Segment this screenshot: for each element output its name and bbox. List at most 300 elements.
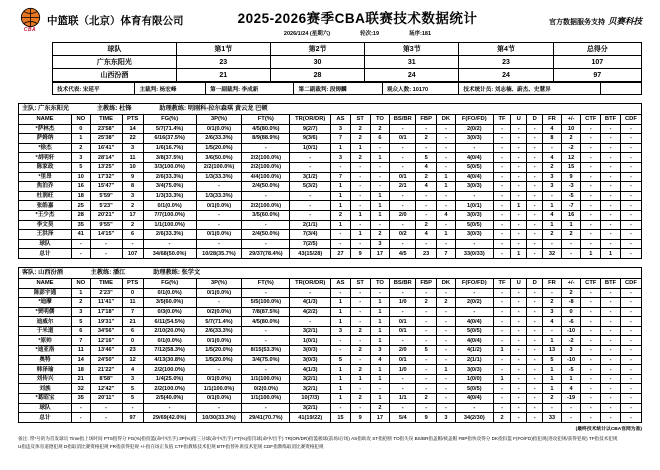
cell: 2 [72, 143, 91, 153]
cell: 4 [122, 365, 143, 375]
cell: 2 [122, 201, 143, 211]
cell: - [122, 239, 143, 249]
cell: - [493, 317, 510, 327]
cell: 7(3/4) [290, 230, 331, 240]
cell: - [620, 239, 641, 249]
cell: - [601, 365, 621, 375]
cell: TO [370, 115, 390, 125]
cell: - [581, 336, 601, 346]
cell: 2 [437, 298, 456, 308]
cell: 23 [416, 249, 437, 259]
cell: 2 [416, 394, 437, 404]
cell: - [390, 153, 416, 163]
cell: 2 [350, 134, 370, 144]
cell: - [390, 220, 416, 230]
table-row [19, 298, 642, 308]
cell: 31 [365, 56, 459, 69]
cell: - [527, 365, 543, 375]
header-center [233, 7, 482, 37]
table-row [53, 69, 642, 82]
cell: *徐杰 [19, 143, 72, 153]
cell: - [493, 355, 510, 365]
sponsor-brand: 贝赛科技 [607, 16, 642, 26]
cell: 25 [72, 201, 91, 211]
cell: CDF [620, 115, 641, 125]
cell: 1 [601, 249, 621, 259]
cell: *贾明儒 [19, 307, 72, 317]
cell: - [620, 374, 641, 384]
cell: - [416, 124, 437, 134]
cell: 1 [331, 191, 351, 201]
cell: - [601, 307, 621, 317]
cell: 8'58" [90, 374, 122, 384]
cell: 0/1(0.0%) [196, 124, 242, 134]
cell: 第4节 [459, 43, 553, 56]
cell: - [437, 124, 456, 134]
cell: NAME [19, 278, 72, 288]
cell: - [196, 365, 242, 375]
cell: BS/BR [390, 278, 416, 288]
cell: - [581, 230, 601, 240]
cell: 2 [416, 134, 437, 144]
cell: 3/6(50.0%) [196, 153, 242, 163]
cell: 1 [331, 365, 351, 375]
cell: - [437, 307, 456, 317]
cell: 1 [581, 249, 601, 259]
cell: - [511, 326, 527, 336]
cell: - [350, 182, 370, 192]
cell: CTF [581, 278, 601, 288]
table-row [19, 220, 642, 230]
cell: 107 [553, 56, 641, 69]
cell: 0/1(0.0%) [196, 230, 242, 240]
cell: - [493, 403, 510, 413]
cell: - [620, 298, 641, 308]
cell: +/- [561, 278, 581, 288]
cell: 2/2(100.0%) [242, 153, 290, 163]
cell: 3(0/3) [455, 230, 493, 240]
company-name: 中篮联（北京）体育有限公司 [47, 14, 184, 27]
cell: 4(0/4) [455, 336, 493, 346]
cell: 2(1/1) [290, 220, 331, 230]
cell: - [620, 394, 641, 404]
table-row [19, 346, 642, 356]
cell: - [601, 134, 621, 144]
cell: 14'15" [90, 230, 122, 240]
cell: 于米道 [19, 326, 72, 336]
cell: 李文昊 [19, 220, 72, 230]
cell: 5(0/5) [455, 384, 493, 394]
away-team-label: 客队: 山西汾酒 [22, 268, 63, 276]
sponsor-label: 官方数据服务支持 [548, 19, 605, 26]
cell: 1 [493, 346, 510, 356]
cell: 第2节 [270, 43, 364, 56]
cell: 10 [561, 124, 581, 134]
cell: - [290, 191, 331, 201]
cell: 2/10(20.0%) [143, 326, 196, 336]
table-row [19, 403, 642, 413]
cell: 1 [331, 394, 351, 404]
cell: 总计 [19, 249, 72, 259]
cell: 3(0/3) [455, 182, 493, 192]
cell: 10/30(33.3%) [196, 413, 242, 423]
cell: 1 [370, 210, 390, 220]
cell: 2 [543, 162, 562, 172]
cell: 技术代表: 宋延平 [53, 83, 135, 95]
home-team-info-row [19, 104, 642, 115]
cell: 20'11" [90, 394, 122, 404]
cell: 13'46" [90, 346, 122, 356]
cell: 3/4(75.0%) [143, 182, 196, 192]
cell: - [493, 307, 510, 317]
cell: 1 [511, 201, 527, 211]
cell: - [493, 365, 510, 375]
cell: - [527, 403, 543, 413]
cell: - [437, 288, 456, 298]
cell: 27 [331, 249, 351, 259]
table-row [19, 191, 642, 201]
cell: 4(1/2) [455, 346, 493, 356]
cell: FG(%) [143, 115, 196, 125]
cell: - [72, 403, 91, 413]
cell: 0/2(0.0%) [242, 384, 290, 394]
cell: 2 [350, 394, 370, 404]
cell: - [620, 249, 641, 259]
cell: - [493, 394, 510, 404]
cell: - [511, 230, 527, 240]
cell: 41 [72, 230, 91, 240]
cell: - [620, 365, 641, 375]
cell: - [493, 124, 510, 134]
cell: 25'38" [90, 134, 122, 144]
cell: 1 [370, 326, 390, 336]
cell: - [331, 239, 351, 249]
cell: TIME [90, 278, 122, 288]
cell: - [455, 191, 493, 201]
cell: - [527, 220, 543, 230]
cell: - [370, 384, 390, 394]
cell: -8 [561, 298, 581, 308]
cell: - [493, 220, 510, 230]
cell: 5 [72, 162, 91, 172]
table-row [19, 394, 642, 404]
cell: - [581, 413, 601, 423]
cell: 2/6(33.3%) [143, 172, 196, 182]
cell: - [493, 162, 510, 172]
cell: 6 [122, 230, 143, 240]
cell: 12'16" [90, 336, 122, 346]
cell: 12 [122, 355, 143, 365]
cell: 8/9(88.9%) [242, 134, 290, 144]
cell: 3 [122, 191, 143, 201]
away-coach: 主教练: 潘江 [90, 268, 126, 276]
cell: - [581, 143, 601, 153]
cell: - [543, 239, 562, 249]
cell: 1/5(20.0%) [196, 346, 242, 356]
cell: 3 [72, 307, 91, 317]
cell: - [511, 288, 527, 298]
cell: - [601, 191, 621, 201]
cell: - [620, 162, 641, 172]
legend-line-2: U指违反体育道德犯规 D指取消比赛资格犯规 FR指获得犯规 +/-指在场正负值 CTF指教练技术犯规 BTF指替补席技术犯规 CDF指教练取消比赛资格犯规 [18, 443, 324, 449]
cell: 1 [370, 365, 390, 375]
cell: - [350, 239, 370, 249]
cell: 1(0/1) [455, 201, 493, 211]
table-row [19, 143, 642, 153]
cell: 陈家政 [19, 162, 72, 172]
cell: 19'31" [90, 317, 122, 327]
cell: 6 [370, 134, 390, 144]
cell: 1/4(25.0%) [143, 374, 196, 384]
cell: - [350, 298, 370, 308]
table-row [19, 355, 642, 365]
cell: - [511, 143, 527, 153]
cell: 21 [176, 69, 270, 82]
cell: 1 [543, 220, 562, 230]
table-row [19, 162, 642, 172]
cell: *王少杰 [19, 210, 72, 220]
cell: 总计 [19, 413, 72, 423]
cell: - [511, 220, 527, 230]
cell: FBP [416, 115, 437, 125]
cell: - [72, 413, 91, 423]
cell: - [620, 326, 641, 336]
cell: 4 [543, 317, 562, 327]
home-stats-header [19, 104, 642, 125]
home-stats-body [19, 124, 642, 258]
cell: TF [493, 115, 510, 125]
cell: *胡明轩 [19, 153, 72, 163]
cell: 1 [561, 220, 581, 230]
cell: - [437, 394, 456, 404]
cell: - [511, 413, 527, 423]
cell: - [416, 210, 437, 220]
cell: - [437, 191, 456, 201]
cell: - [601, 346, 621, 356]
cell: 5'23" [90, 201, 122, 211]
home-stats-table [18, 103, 642, 259]
cell: F(FO/FD) [455, 278, 493, 288]
cell: 9 [122, 172, 143, 182]
cell: 34(2/30) [455, 413, 493, 423]
cell: - [511, 317, 527, 327]
cell: - [242, 191, 290, 201]
cell: 34/68(50.0%) [143, 249, 196, 259]
cell: 0/1(0.0%) [143, 336, 196, 346]
cell: - [143, 403, 196, 413]
table-row [19, 317, 642, 327]
cell: 5'59" [90, 191, 122, 201]
cell: 0/1 [390, 134, 416, 144]
cell: 15 [561, 162, 581, 172]
cell: - [581, 384, 601, 394]
cell: 2/4(50.0%) [242, 182, 290, 192]
cell: 4/5(80.0%) [242, 124, 290, 134]
cell: 3P(%) [196, 115, 242, 125]
cell: - [581, 355, 601, 365]
cell: - [331, 336, 351, 346]
cell: - [543, 143, 562, 153]
cell: 14 [72, 355, 91, 365]
cell: 球队 [19, 239, 72, 249]
cell: - [196, 210, 242, 220]
cell: 9'55" [90, 220, 122, 230]
table-row [19, 413, 642, 423]
cell: 4 [416, 230, 437, 240]
cell: 7 [437, 249, 456, 259]
cell: 萨姆纳 [19, 134, 72, 144]
cell: - [437, 346, 456, 356]
cell: - [511, 307, 527, 317]
cell: 8 [543, 134, 562, 144]
cell: 29/37(78.4%) [242, 249, 290, 259]
cell: 1/3(33.3%) [196, 191, 242, 201]
cell: 3(0/3) [455, 210, 493, 220]
cell: - [437, 134, 456, 144]
cell: 5 [416, 346, 437, 356]
table-row [19, 288, 642, 298]
home-assistants: 助理教练: 明刚科-拉尔森琪 黄云龙 巴顿 [159, 105, 268, 112]
cell: 2/2(100.0%) [143, 365, 196, 375]
cell: - [416, 403, 437, 413]
cell: 奥特 [19, 355, 72, 365]
cell: 3 [543, 307, 562, 317]
cell: - [350, 317, 370, 327]
cell: - [601, 230, 621, 240]
cell: - [493, 153, 510, 163]
cell: - [331, 403, 351, 413]
cell: - [90, 403, 122, 413]
cell: - [72, 249, 91, 259]
cell: 1/3(33.3%) [196, 172, 242, 182]
cell: - [350, 191, 370, 201]
cell: 3 [72, 153, 91, 163]
cell: 4 [416, 162, 437, 172]
cell: 1 [561, 374, 581, 384]
cell: -10 [561, 355, 581, 365]
cell: 4(0/4) [455, 153, 493, 163]
cell: 1 [437, 182, 456, 192]
cell: - [390, 239, 416, 249]
cell: - [601, 413, 621, 423]
cell: - [370, 182, 390, 192]
cell: 17 [122, 210, 143, 220]
cell: 8 [122, 182, 143, 192]
cell: - [527, 307, 543, 317]
cell: 2 [350, 124, 370, 134]
cell: - [527, 191, 543, 201]
cell: - [601, 326, 621, 336]
cell: -2 [561, 143, 581, 153]
cell: 3(2/1) [290, 374, 331, 384]
cell: 1 [543, 374, 562, 384]
cell: 2/5(40.0%) [143, 394, 196, 404]
cell: 1 [370, 307, 390, 317]
cell: - [437, 143, 456, 153]
cell: - [331, 162, 351, 172]
score-section [52, 42, 642, 95]
cell: - [290, 317, 331, 327]
cell: 21 [122, 317, 143, 327]
cell: 3/5(60.0%) [143, 298, 196, 308]
cell: - [196, 220, 242, 230]
cell: - [581, 210, 601, 220]
cell: 28 [270, 69, 364, 82]
officials-table [52, 82, 642, 95]
cell: 3(0/3) [290, 355, 331, 365]
cell: - [455, 403, 493, 413]
cell: 7/8(87.5%) [242, 307, 290, 317]
header-left [18, 7, 233, 33]
cell: 1(0/1) [290, 143, 331, 153]
cell: - [511, 384, 527, 394]
cell: 3 [561, 346, 581, 356]
cell: -2 [561, 336, 581, 346]
cell: - [350, 220, 370, 230]
cell: 3 [370, 239, 390, 249]
cell: 3 [331, 153, 351, 163]
cell: 17'18" [90, 307, 122, 317]
cell: 2(0/2) [455, 124, 493, 134]
cell: 3 [543, 182, 562, 192]
cell: - [437, 317, 456, 327]
cell: 6 [72, 326, 91, 336]
cell: - [350, 336, 370, 346]
cell: - [90, 413, 122, 423]
cell: 0/1(0.0%) [143, 201, 196, 211]
cell: - [493, 326, 510, 336]
cell: - [290, 210, 331, 220]
cell: 1(0/1) [290, 336, 331, 346]
table-row [19, 278, 642, 288]
cell: 5/7(71.4%) [143, 124, 196, 134]
cell: - [527, 288, 543, 298]
cell: - [601, 162, 621, 172]
cell: 3 [122, 143, 143, 153]
cell: - [416, 239, 437, 249]
cell: 2 [122, 220, 143, 230]
cell: 总得分 [553, 43, 641, 56]
cell: - [511, 374, 527, 384]
cell: 22 [122, 134, 143, 144]
cell: - [331, 288, 351, 298]
game-round: 轮次:19 [360, 31, 380, 37]
cell: 2'23" [90, 288, 122, 298]
cell: 41(19/22) [290, 413, 331, 423]
cell: - [455, 307, 493, 317]
cell: 2 [543, 394, 562, 404]
cell: - [527, 384, 543, 394]
cell: 23'58" [90, 124, 122, 134]
score-table-body [53, 56, 642, 82]
cell: - [511, 239, 527, 249]
cell: *里昂 [19, 172, 72, 182]
home-team-info [19, 104, 642, 115]
cell: 0/1(0.0%) [196, 288, 242, 298]
cell: PTS [122, 278, 143, 288]
cell: 迪威尔 [19, 317, 72, 327]
cell: NAME [19, 115, 72, 125]
cell: - [390, 162, 416, 172]
cell: - [350, 307, 370, 317]
cell: 16 [561, 210, 581, 220]
cell: 0 [122, 336, 143, 346]
cell: 5 [543, 355, 562, 365]
cell: - [390, 143, 416, 153]
cell: - [620, 403, 641, 413]
cell: 3(1/2) [290, 172, 331, 182]
cell: - [416, 288, 437, 298]
